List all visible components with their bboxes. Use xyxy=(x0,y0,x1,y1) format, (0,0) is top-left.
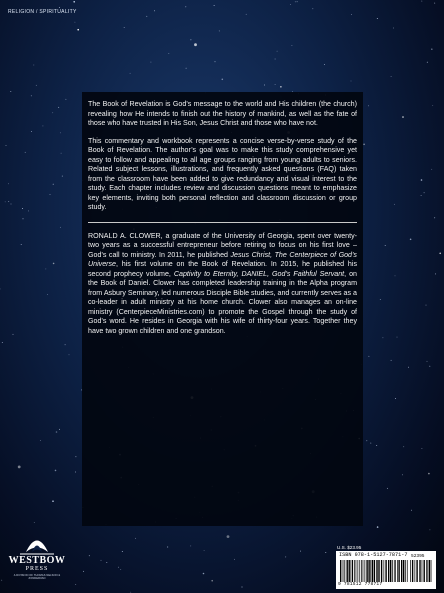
star xyxy=(434,3,435,4)
star xyxy=(185,6,186,7)
star xyxy=(5,201,6,202)
star xyxy=(214,5,215,6)
star xyxy=(31,131,32,132)
star xyxy=(387,488,388,489)
star xyxy=(410,239,412,241)
star xyxy=(36,85,37,86)
star xyxy=(435,273,436,274)
star xyxy=(60,227,61,228)
barcode-bar xyxy=(415,560,416,582)
star xyxy=(65,344,66,345)
star xyxy=(74,22,75,23)
barcode-bar xyxy=(385,560,386,582)
star xyxy=(395,398,396,399)
star xyxy=(300,551,301,552)
barcode-bar xyxy=(352,560,353,582)
star xyxy=(65,99,66,100)
barcode-bar xyxy=(376,560,377,582)
ean-number: 9 781512 778717 xyxy=(338,582,383,587)
barcode-bar xyxy=(419,560,420,582)
star xyxy=(203,573,205,575)
star xyxy=(10,91,11,92)
star xyxy=(280,86,282,88)
star xyxy=(194,43,197,46)
barcode-bar xyxy=(405,560,406,582)
publisher-press: PRESS xyxy=(25,566,49,572)
barcode-bar xyxy=(401,560,402,582)
barcode-bar xyxy=(343,560,344,582)
barcode-bar xyxy=(394,560,395,582)
price-label: U.S. $23.95 xyxy=(337,545,362,550)
star xyxy=(204,550,205,551)
barcode-bar xyxy=(384,560,385,582)
barcode-bar xyxy=(354,560,355,582)
barcode-bar xyxy=(359,560,360,582)
star xyxy=(275,59,276,60)
barcode-bar xyxy=(422,560,423,582)
star xyxy=(368,105,369,106)
star xyxy=(47,294,48,295)
barcode-bar xyxy=(403,560,404,582)
star xyxy=(325,552,326,553)
star xyxy=(431,48,433,50)
star xyxy=(324,64,325,65)
barcode-bar xyxy=(349,560,350,582)
star xyxy=(211,580,213,582)
star xyxy=(34,522,35,523)
star xyxy=(146,16,147,17)
blurb-paragraph-1: The Book of Revelation is God’s message to the world and His children (the church) revealing how He intends to finish out the history of mankind, as well as the fate of those who have trusted in His Son, Jesus Christ and those who have not. xyxy=(88,100,357,127)
star xyxy=(60,132,61,133)
barcode-bar xyxy=(412,560,413,582)
star xyxy=(11,204,12,205)
barcode-bar xyxy=(392,560,393,582)
star xyxy=(154,10,155,11)
star xyxy=(118,567,119,568)
star xyxy=(380,299,381,300)
star xyxy=(135,538,136,539)
star xyxy=(101,560,102,561)
star xyxy=(391,76,392,77)
barcode-bar xyxy=(366,560,367,582)
star xyxy=(8,201,9,202)
star xyxy=(377,18,378,19)
barcode-bar xyxy=(407,560,408,582)
star xyxy=(402,116,404,118)
star xyxy=(31,95,32,96)
star xyxy=(40,440,41,441)
ean-barcode xyxy=(340,560,408,582)
star xyxy=(351,14,352,15)
star xyxy=(395,275,396,276)
barcode-bar xyxy=(363,560,364,582)
star xyxy=(215,61,216,62)
star xyxy=(290,4,291,5)
star xyxy=(424,192,425,193)
star xyxy=(385,245,386,246)
star xyxy=(23,218,24,219)
barcode-bar xyxy=(361,560,362,582)
star xyxy=(58,107,59,108)
star xyxy=(42,125,43,126)
star xyxy=(421,179,423,181)
star xyxy=(56,431,58,433)
star xyxy=(368,356,369,357)
star xyxy=(73,1,75,3)
star xyxy=(53,263,55,265)
barcode-bar xyxy=(426,560,427,582)
star xyxy=(411,510,412,511)
star xyxy=(25,152,26,153)
star xyxy=(120,569,121,570)
star xyxy=(33,65,34,66)
star xyxy=(427,361,428,362)
star xyxy=(190,545,191,546)
barcode-bar xyxy=(397,560,398,582)
star xyxy=(59,7,60,8)
star xyxy=(22,208,23,209)
section-divider xyxy=(88,222,357,223)
star xyxy=(45,268,46,269)
star xyxy=(403,446,404,447)
star xyxy=(13,334,14,335)
star xyxy=(421,1,422,2)
star xyxy=(168,53,169,54)
star xyxy=(426,305,427,306)
star xyxy=(370,443,371,444)
star xyxy=(382,337,383,338)
star xyxy=(242,587,243,588)
barcode-bar xyxy=(346,560,347,582)
barcode-bar xyxy=(390,560,391,582)
barcode-bar xyxy=(378,560,379,582)
publisher-name: WESTBOW xyxy=(8,555,66,566)
star xyxy=(291,45,292,46)
star xyxy=(150,62,151,63)
westbow-emblem-icon xyxy=(6,527,68,557)
author-bio-text-2: , his first volume on the Book of Revelation. In 2015, he published his second prophecy volume, xyxy=(88,260,357,278)
star xyxy=(391,360,392,361)
star xyxy=(295,1,296,2)
star xyxy=(50,194,51,195)
barcode-bar xyxy=(365,560,366,582)
star xyxy=(219,30,220,31)
star xyxy=(297,1,298,2)
category-label: RELIGION / SPIRITUALITY xyxy=(8,9,77,15)
star xyxy=(52,112,53,113)
star xyxy=(122,551,123,552)
barcode-bar xyxy=(395,560,396,582)
star xyxy=(75,584,76,585)
star xyxy=(246,14,247,15)
star xyxy=(432,105,433,106)
star xyxy=(428,473,430,475)
author-bio-text-1: RONALD A. CLOWER, a graduate of the University of Georgia, spent over twenty-two years as a successful entrepreneur before retiring to focus on his first love – God’s call to ministry. In 2011, he published xyxy=(88,231,357,259)
star xyxy=(55,470,57,472)
star xyxy=(53,184,54,185)
publisher-logo xyxy=(6,527,68,585)
star xyxy=(439,253,441,255)
star xyxy=(18,466,21,469)
barcode-bar xyxy=(358,560,359,582)
barcode-bar xyxy=(429,560,430,582)
star xyxy=(69,354,70,355)
star xyxy=(89,555,90,556)
back-cover-text-panel xyxy=(82,92,363,526)
star xyxy=(277,51,278,52)
barcode-bar xyxy=(340,560,341,582)
blurb-paragraph-2: This commentary and workbook represents a concise verse-by-verse study of the Book of Revelation. The author’s goal was to make this study comprehensive yet easy to follow and appealing to all age groups ranging from young adults to seniors. Related subject lessons, illustrations, and frequently asked questions (FAQ) taken from the classroom have been added to give redundancy and visual interest to the study. Each chapter includes review and discussion questions meant to emphasize key elements, inviting both personal reflection and classroom discussion or group study. xyxy=(88,136,357,211)
star xyxy=(363,144,365,146)
addon-barcode xyxy=(410,560,432,582)
barcode-bar xyxy=(372,560,373,582)
star xyxy=(2,342,3,343)
barcode-bar xyxy=(410,560,411,582)
barcode-bar xyxy=(347,560,348,582)
star xyxy=(61,153,62,154)
barcode-bar xyxy=(374,560,375,582)
author-bio xyxy=(88,232,357,337)
star xyxy=(186,68,187,69)
star xyxy=(394,204,395,205)
star xyxy=(421,195,422,196)
barcode-bar xyxy=(431,560,432,582)
star xyxy=(167,547,168,548)
star xyxy=(21,244,22,245)
star xyxy=(429,529,430,530)
star xyxy=(1,580,2,581)
star xyxy=(75,456,76,457)
star xyxy=(429,366,430,367)
star xyxy=(431,169,432,170)
star xyxy=(77,29,79,31)
star xyxy=(275,84,276,85)
barcode-bar xyxy=(356,560,357,582)
author-bio-book-title-2: Captivity to Eternity, DANIEL, God’s Faithful Servant xyxy=(173,269,345,278)
star xyxy=(124,27,125,28)
star xyxy=(0,288,1,289)
star xyxy=(397,337,398,338)
barcode-bar xyxy=(420,560,421,582)
star xyxy=(264,85,265,86)
star xyxy=(285,556,286,557)
star xyxy=(59,429,60,430)
star xyxy=(402,474,403,475)
barcode-bar xyxy=(344,560,345,582)
star xyxy=(312,8,313,9)
barcode-block xyxy=(336,551,436,589)
star xyxy=(434,217,435,218)
isbn-text: ISBN 978-1-5127-7871-7 xyxy=(339,552,408,558)
star xyxy=(227,535,230,538)
price-addon-number: 52395 xyxy=(411,554,425,559)
publisher-tagline: A DIVISION OF THOMAS NELSON & ZONDERVAN xyxy=(13,574,61,580)
barcode-bar xyxy=(388,560,389,582)
star xyxy=(75,472,76,473)
star xyxy=(351,81,352,82)
star xyxy=(6,145,7,146)
barcode-bar xyxy=(427,560,428,582)
star xyxy=(421,448,422,449)
star xyxy=(52,500,54,502)
star xyxy=(408,367,409,368)
star xyxy=(377,526,379,528)
star xyxy=(190,39,191,40)
star xyxy=(427,62,428,63)
star xyxy=(393,28,394,29)
star xyxy=(376,445,377,446)
star xyxy=(366,440,367,441)
star xyxy=(234,559,235,560)
barcode-bar xyxy=(398,560,399,582)
star xyxy=(106,562,107,563)
barcode-bar xyxy=(370,560,371,582)
star xyxy=(8,183,9,184)
barcode-bar xyxy=(416,560,417,582)
star xyxy=(222,79,224,81)
barcode-bar xyxy=(424,560,425,582)
star xyxy=(83,571,84,572)
author-bio-book-title-1: Jesus Christ, The Centerpiece of God’s Universe xyxy=(88,250,357,268)
star xyxy=(62,176,63,177)
barcode-bar xyxy=(368,560,369,582)
star xyxy=(130,73,131,74)
star xyxy=(28,210,29,211)
author-bio-text-3: , on the Book of Daniel. Clower has completed leadership training in the Alpha program from Asbury Seminary, led numerous Disciple Bible studies, and currently serves as a co-leader in adult ministry at his home church. Clower also manages an on-line ministry (CenterpieceMinistries.com) to promote the Gospel through the study of God’s word. He resides in Georgia with his wife of thirty-four years. Together they have two grown children and one grandson. xyxy=(88,269,357,335)
barcode-bar xyxy=(381,560,382,582)
